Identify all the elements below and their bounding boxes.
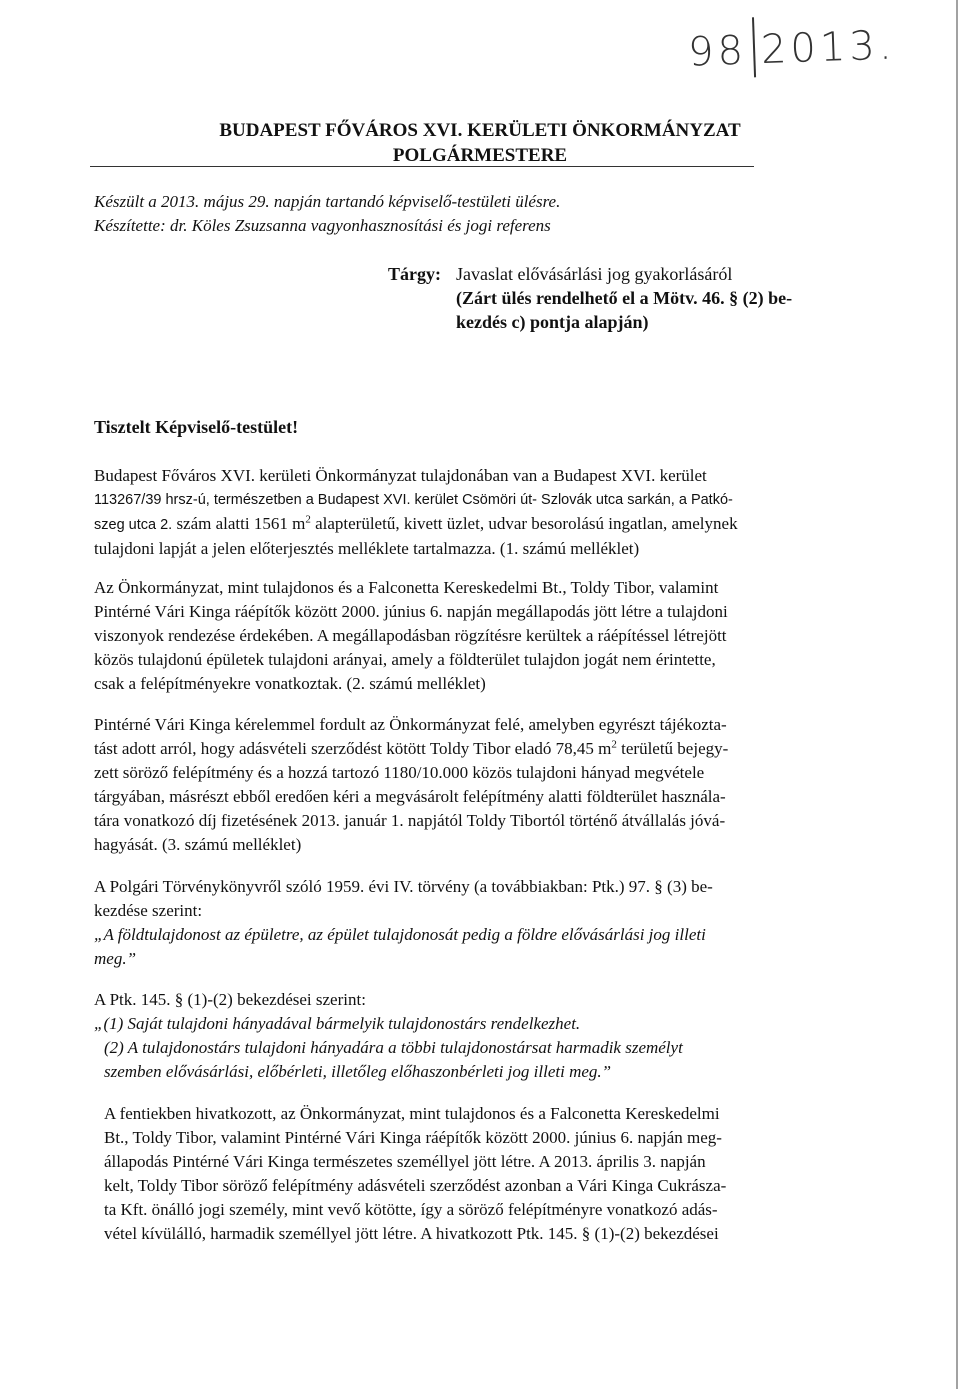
p1-sup: 2: [305, 513, 311, 526]
p3-line-1: Pintérné Vári Kinga kérelemmel fordult az Önkormányzat felé, amelyben egyrészt tájékozta-: [94, 715, 727, 734]
p6-line-5: ta Kft. önálló jogi személy, mint vevő kötötte, így a söröző felépítményre vonatkozó adás-: [104, 1200, 718, 1219]
paragraph-1: [94, 464, 844, 561]
p1-line-2: 113267/39 hrsz-ú, természetben a Budapest XVI. kerület Csömöri út- Szlovák utca sarkán, a Patkó-: [94, 492, 733, 508]
p3-line-5: tára vonatkozó díj fizetésének 2013. január 1. napjától Toldy Tibortól történő átvállalás jóvá-: [94, 811, 726, 830]
p1-line-3c: alapterületű, kivett üzlet, udvar besorolású ingatlan, amelynek: [315, 514, 738, 533]
handwritten-ref-left: 98: [687, 27, 748, 76]
p2-line-4: közös tulajdonú épületek tulajdoni arányai, amely a földterület tulajdon jogát nem érintette,: [94, 650, 716, 669]
greeting: Tisztelt Képviselő-testület!: [94, 417, 299, 437]
p2-line-2: Pintérné Vári Kinga ráépítők között 2000. június 6. napján megállapodás jött létre a tulajdoni: [94, 602, 728, 621]
p3-line-2a: tást adott arról, hogy adásvételi szerződést kötött Toldy Tibor eladó 78,45 m: [94, 739, 612, 758]
p6-line-6: vétel kívülálló, harmadik személlyel jött létre. A hivatkozott Ptk. 145. § (1)-(2) bekezdései: [104, 1224, 719, 1243]
p2-line-1: Az Önkormányzat, mint tulajdonos és a Falconetta Kereskedelmi Bt., Toldy Tibor, valamint: [94, 578, 719, 597]
meta-prepared-by: Készítette: dr. Köles Zsuzsanna vagyonhasznosítási és jogi referens: [94, 216, 551, 235]
p4-quote-2: meg.”: [94, 949, 137, 968]
meta-prepared-for: Készült a 2013. május 29. napján tartandó képviselő-testületi ülésre.: [94, 192, 561, 211]
p5-line-1: A Ptk. 145. § (1)-(2) bekezdései szerint:: [94, 990, 366, 1009]
document-header: [90, 118, 870, 168]
p1-line-3b: szám alatti 1561 m: [176, 514, 306, 533]
p3-sup: 2: [611, 738, 617, 751]
header-line-2: POLGÁRMESTERE: [392, 145, 568, 166]
p6-line-1: A fentiekben hivatkozott, az Önkormányzat, mint tulajdonos és a Falconetta Kereskedelmi: [104, 1104, 720, 1123]
paragraph-2: [94, 576, 844, 696]
p3-line-2: [94, 737, 844, 761]
subject-label: Tárgy:: [388, 264, 441, 284]
p1-line-4: tulajdoni lapját a jelen előterjesztés melléklete tartalmazza. (1. számú melléklet): [94, 539, 640, 558]
subject-line-2: (Zárt ülés rendelhető el a Mötv. 46. § (2) be-: [456, 288, 793, 308]
p3-line-4: tárgyában, másrészt ebből eredően kéri a megvásárolt felépítmény alatti földterület használa-: [94, 787, 726, 806]
p2-line-5: csak a felépítményekre vonatkoztak. (2. számú melléklet): [94, 674, 486, 693]
p3-line-2b: területű bejegy-: [621, 739, 729, 758]
handwritten-separator: [752, 17, 756, 77]
p5-quote-3: szemben elővásárlási, előbérleti, illetőleg előhaszonbérleti jog illeti meg.”: [104, 1062, 612, 1081]
document-meta: [94, 190, 560, 238]
p1-line-3: [94, 512, 844, 537]
p3-line-6: hagyását. (3. számú melléklet): [94, 835, 302, 854]
p6-line-4: kelt, Toldy Tibor söröző felépítmény adásvételi szerződést azonban a Vári Kinga Cukrásza-: [104, 1176, 727, 1195]
p6-line-2: Bt., Toldy Tibor, valamint Pintérné Vári Kinga ráépítők között 2000. június 6. napján meg-: [104, 1128, 722, 1147]
paragraph-4: [94, 875, 844, 971]
p5-quote-1: „(1) Saját tulajdoni hányadával bármelyik tulajdonostárs rendelkezhet.: [94, 1014, 581, 1033]
p2-line-3: viszonyok rendezése érdekében. A megállapodásban rögzítésre kerültek a ráépítéssel létrejött: [94, 626, 727, 645]
p4-line-2: kezdése szerint:: [94, 901, 203, 920]
p3-line-3: zett söröző felépítmény és a hozzá tartozó 1180/10.000 közös tulajdoni hányad megvétele: [94, 763, 705, 782]
handwritten-ref-right: 2013.: [760, 22, 897, 74]
subject-line-1: Javaslat elővásárlási jog gyakorlásáról: [456, 264, 733, 284]
paragraph-6: [104, 1102, 844, 1246]
p5-quote-2: (2) A tulajdonostárs tulajdoni hányadára a többi tulajdonostársat harmadik személyt: [104, 1038, 683, 1057]
p6-line-3: állapodás Pintérné Vári Kinga természetes személlyel jött létre. A 2013. április 3. napján: [104, 1152, 706, 1171]
p1-line-1: Budapest Főváros XVI. kerületi Önkormányzat tulajdonában van a Budapest XVI. kerület: [94, 466, 707, 485]
p1-line-3a: szeg utca 2.: [94, 517, 173, 533]
p4-quote-1: „A földtulajdonost az épületre, az épület tulajdonosát pedig a földre elővásárlási jog illeti: [94, 925, 706, 944]
handwritten-reference-number: [687, 12, 896, 79]
paragraph-3: [94, 713, 844, 857]
header-line-1: BUDAPEST FŐVÁROS XVI. KERÜLETI ÖNKORMÁNYZAT: [219, 120, 741, 141]
subject-line-3: kezdés c) pontja alapján): [456, 312, 649, 332]
header-rule: [90, 166, 754, 167]
subject-block: [388, 262, 868, 334]
p4-line-1: A Polgári Törvénykönyvről szóló 1959. évi IV. törvény (a továbbiakban: Ptk.) 97. § (3) be-: [94, 877, 713, 896]
scan-edge: [956, 0, 958, 1389]
paragraph-5: [94, 988, 844, 1084]
